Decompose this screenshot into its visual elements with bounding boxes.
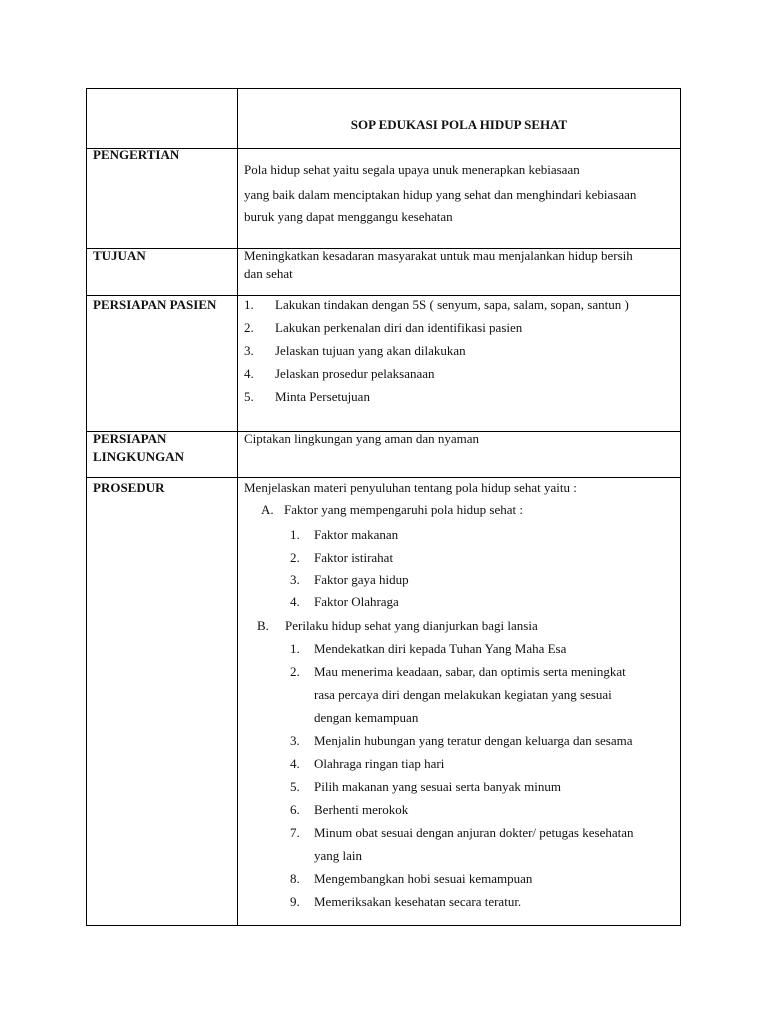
item-number: 1. — [290, 641, 300, 656]
item-text: Olahraga ringan tiap hari — [314, 756, 445, 771]
list-item — [244, 296, 629, 314]
item-number: 2. — [290, 550, 300, 565]
item-number: 7. — [290, 825, 300, 840]
item-text: Jelaskan tujuan yang akan dilakukan — [275, 343, 466, 358]
item-text: Faktor istirahat — [314, 550, 394, 565]
item-number: 4. — [290, 756, 300, 771]
column-divider — [237, 88, 238, 926]
list-item — [290, 593, 399, 611]
section-title: Faktor yang mempengaruhi pola hidup sehat : — [284, 502, 524, 517]
item-text: Faktor makanan — [314, 527, 399, 542]
pengertian-line: yang baik dalam menciptakan hidup yang sehat dan menghindari kebiasaan — [244, 187, 637, 202]
item-number: 9. — [290, 894, 300, 909]
item-number: 8. — [290, 871, 300, 886]
item-number: 3. — [244, 343, 254, 358]
list-item — [290, 549, 394, 567]
list-item — [290, 732, 633, 750]
list-item — [290, 571, 409, 589]
list-item — [290, 801, 409, 819]
item-number: 5. — [244, 389, 254, 404]
list-item — [290, 663, 626, 725]
item-text: Minum obat sesuai dengan anjuran dokter/ petugas kesehatan — [314, 825, 634, 840]
item-number: 1. — [290, 527, 300, 542]
list-item — [244, 388, 370, 406]
section-heading — [261, 501, 524, 519]
item-text: Mengembangkan hobi sesuai kemampuan — [314, 871, 533, 886]
item-number: 6. — [290, 802, 300, 817]
pengertian-label: PENGERTIAN — [93, 147, 180, 162]
persiapan-lingkungan-label: PERSIAPAN — [93, 431, 167, 446]
item-text: Mendekatkan diri kepada Tuhan Yang Maha Esa — [314, 641, 567, 656]
tujuan-line: Meningkatkan kesadaran masyarakat untuk mau menjalankan hidup bersih — [244, 248, 633, 263]
row-divider — [86, 477, 681, 478]
item-number: 2. — [290, 664, 300, 679]
item-number: 4. — [244, 366, 254, 381]
tujuan-label: TUJUAN — [93, 248, 146, 263]
item-number: 1. — [244, 297, 254, 312]
document-title: SOP EDUKASI POLA HIDUP SEHAT — [350, 117, 568, 132]
persiapan-pasien-label: PERSIAPAN PASIEN — [93, 297, 217, 312]
item-number: 3. — [290, 572, 300, 587]
item-text: Mau menerima keadaan, sabar, dan optimis serta meningkat — [314, 664, 626, 679]
section-heading — [257, 617, 538, 635]
item-text: Minta Persetujuan — [275, 389, 370, 404]
prosedur-intro: Menjelaskan materi penyuluhan tentang pola hidup sehat yaitu : — [244, 480, 577, 495]
tujuan-line: dan sehat — [244, 266, 293, 281]
item-text: Faktor Olahraga — [314, 594, 399, 609]
list-item — [244, 365, 435, 383]
item-text: Memeriksakan kesehatan secara teratur. — [314, 894, 522, 909]
list-item — [244, 319, 523, 337]
list-item — [290, 778, 561, 796]
item-text: dengan kemampuan — [314, 710, 419, 725]
item-text: Jelaskan prosedur pelaksanaan — [275, 366, 435, 381]
item-text: rasa percaya diri dengan melakukan kegiatan yang sesuai — [314, 687, 612, 702]
pengertian-line: Pola hidup sehat yaitu segala upaya unuk menerapkan kebiasaan — [244, 162, 580, 177]
list-item — [290, 526, 399, 544]
item-text: Berhenti merokok — [314, 802, 409, 817]
persiapan-lingkungan-label: LINGKUNGAN — [93, 449, 185, 464]
section-title: Perilaku hidup sehat yang dianjurkan bagi lansia — [285, 618, 538, 633]
list-item — [290, 755, 445, 773]
item-text: Faktor gaya hidup — [314, 572, 409, 587]
item-number: 4. — [290, 594, 300, 609]
item-number: 3. — [290, 733, 300, 748]
section-letter: A. — [261, 502, 274, 517]
item-number: 2. — [244, 320, 254, 335]
item-text: yang lain — [314, 848, 363, 863]
item-text: Pilih makanan yang sesuai serta banyak minum — [314, 779, 561, 794]
section-letter: B. — [257, 618, 269, 633]
item-text: Lakukan tindakan dengan 5S ( senyum, sapa, salam, sopan, santun ) — [275, 297, 629, 312]
item-text: Lakukan perkenalan diri dan identifikasi pasien — [275, 320, 523, 335]
list-item — [290, 870, 533, 888]
list-item — [290, 824, 634, 863]
persiapan-lingkungan-text: Ciptakan lingkungan yang aman dan nyaman — [244, 431, 480, 446]
item-text: Menjalin hubungan yang teratur dengan keluarga dan sesama — [314, 733, 633, 748]
prosedur-label: PROSEDUR — [93, 480, 165, 495]
pengertian-line: buruk yang dapat menggangu kesehatan — [244, 209, 453, 224]
item-number: 5. — [290, 779, 300, 794]
list-item — [290, 893, 522, 911]
list-item — [290, 640, 567, 658]
list-item — [244, 342, 466, 360]
